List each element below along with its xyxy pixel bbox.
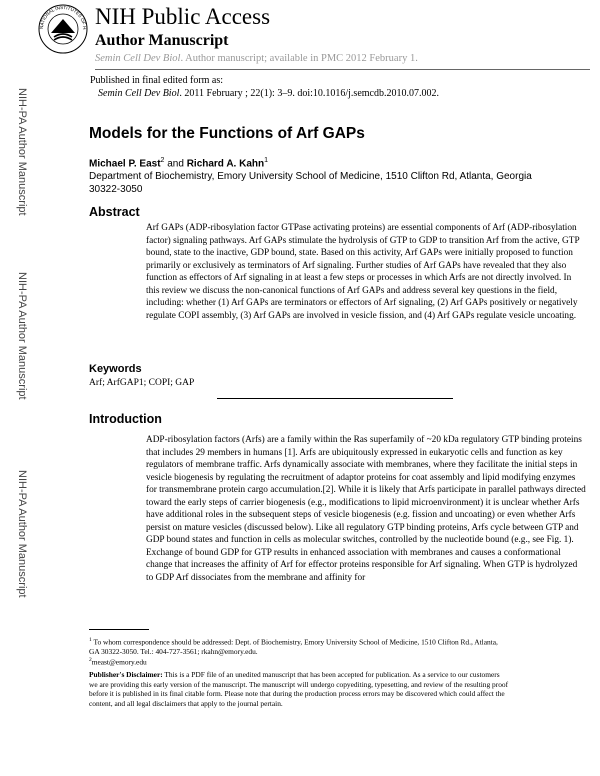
keywords-text: Arf; ArfGAP1; COPI; GAP: [89, 378, 195, 388]
sidebar-label-1: NIH-PA Author Manuscript: [16, 88, 28, 216]
abstract-text: Arf GAPs (ADP-ribosylation factor GTPase activating proteins) are essential components of Arf (ADP-ribosylation factor) signaling pathways. Arf GAPs stimulate the hydrolysis of GTP to GDP to transition Arf from the active, GTP bound, state to the inactive, GDP bound, state. Based on this activity, Arf GAPs were initially proposed to function primarily or exclusively as terminators of Arf signaling. Further studies of Arf GAPs have revealed that they also function as effectors of Arf signaling in at least a few steps or processes in which Arfs are not directly involved. In this review we discuss the non-canonical functions of Arf GAPs and address several key questions in the field, including: whether (1) Arf GAPs are terminators or effectors of Arf signaling, (2) Arf GAPs positively or negatively regulate COPI assembly, (3) Arf GAPs are involved in vesicle fission, and (4) Arf GAPs regulate vesicle uncoating.: [146, 223, 580, 321]
publication-info: Published in final edited form as: Semin Cell Dev Biol. 2011 February ; 22(1): 3–9. doi:10.1016/j.semcdb.2010.07.002.: [90, 75, 439, 99]
footnote-2: $^2$meast@emory.edu: [89, 657, 147, 667]
introduction-heading: Introduction: [89, 412, 162, 426]
header-divider: [95, 69, 590, 70]
nih-public-access-title: NIH Public Access: [95, 4, 271, 29]
keywords-heading: Keywords: [89, 363, 142, 375]
sidebar-label-2: NIH-PA Author Manuscript: [16, 272, 28, 400]
svg-text:NATIONAL INSTITUTES OF HEALTH: NATIONAL INSTITUTES OF H: [38, 4, 88, 30]
authors: Michael P. East$^2$ and Richard A. Kahn$^1$: [89, 157, 269, 170]
footnote-divider: [89, 629, 149, 630]
author-manuscript-label: Author Manuscript: [95, 32, 229, 49]
sidebar-label-3: NIH-PA Author Manuscript: [16, 470, 28, 598]
article-title: Models for the Functions of Arf GAPs: [89, 125, 365, 142]
section-divider: [217, 398, 453, 399]
abstract-heading: Abstract: [89, 205, 140, 219]
publisher-disclaimer: Publisher's Disclaimer: This is a PDF file of an unedited manuscript that has been accepted for publication. As a service to our customers we are providing this early version of the manuscript. The manuscript will undergo copyediting, typesetting, and review of the resulting proof before it is published in its final citable form. Please note that during the production process errors may be discovered which could affect the content, and all legal disclaimers that apply to the journal pertain.: [89, 670, 509, 708]
availability-line: Semin Cell Dev Biol. Author manuscript; available in PMC 2012 February 1.: [95, 53, 418, 64]
affiliation: Department of Biochemistry, Emory University School of Medicine, 1510 Clifton Rd, Atlanta, Georgia 30322-3050: [89, 171, 532, 195]
footnote-1: $^1$ To whom correspondence should be addressed: Dept. of Biochemistry, Emory University School of Medicine, 1510 Clifton Rd., Atlanta, GA 30322-3050. Tel.: 404-727-3561; rkahn@emory.edu.: [89, 637, 498, 657]
introduction-text: ADP-ribosylation factors (Arfs) are a family within the Ras superfamily of ~20 kDa regulatory GTP binding proteins that includes 29 members in humans [1]. Arfs are ubiquitously expressed in eukaryotic cells and function as key regulators of membrane traffic. Arfs dynamically associate with membranes, where they facilitate the initial steps in vesicle biogenesis by regulating the recruitment of adaptor proteins for coat assembly and lipid modifying enzymes for transmembrane protein cargo accumulation.[2]. While it is likely that Arfs participate in parallel pathways directed toward the early steps of carrier biogenesis (e.g., modifications to lipid microenvironment) it is unclear whether Arfs have additional roles in the subsequent steps of vesicle biogenesis (e.g. fission and uncoating) or even whether Arfs persist on mature vesicles (discussed below). Like all regulatory GTP binding proteins, Arfs cycle between GTP and GDP bound states and function in cells as molecular switches, controlled by the nucleotide bound (e.g., see Fig. 1). Exchange of bound GDP for GTP results in enhanced association with membranes and causes a conformational change that increases the affinity of Arf for effector proteins responsible for Arf signaling. When GTP is hydrolyzed to GDP Arf dissociates from the membrane and affinity for: [146, 435, 586, 583]
nih-logo: [37, 3, 89, 55]
